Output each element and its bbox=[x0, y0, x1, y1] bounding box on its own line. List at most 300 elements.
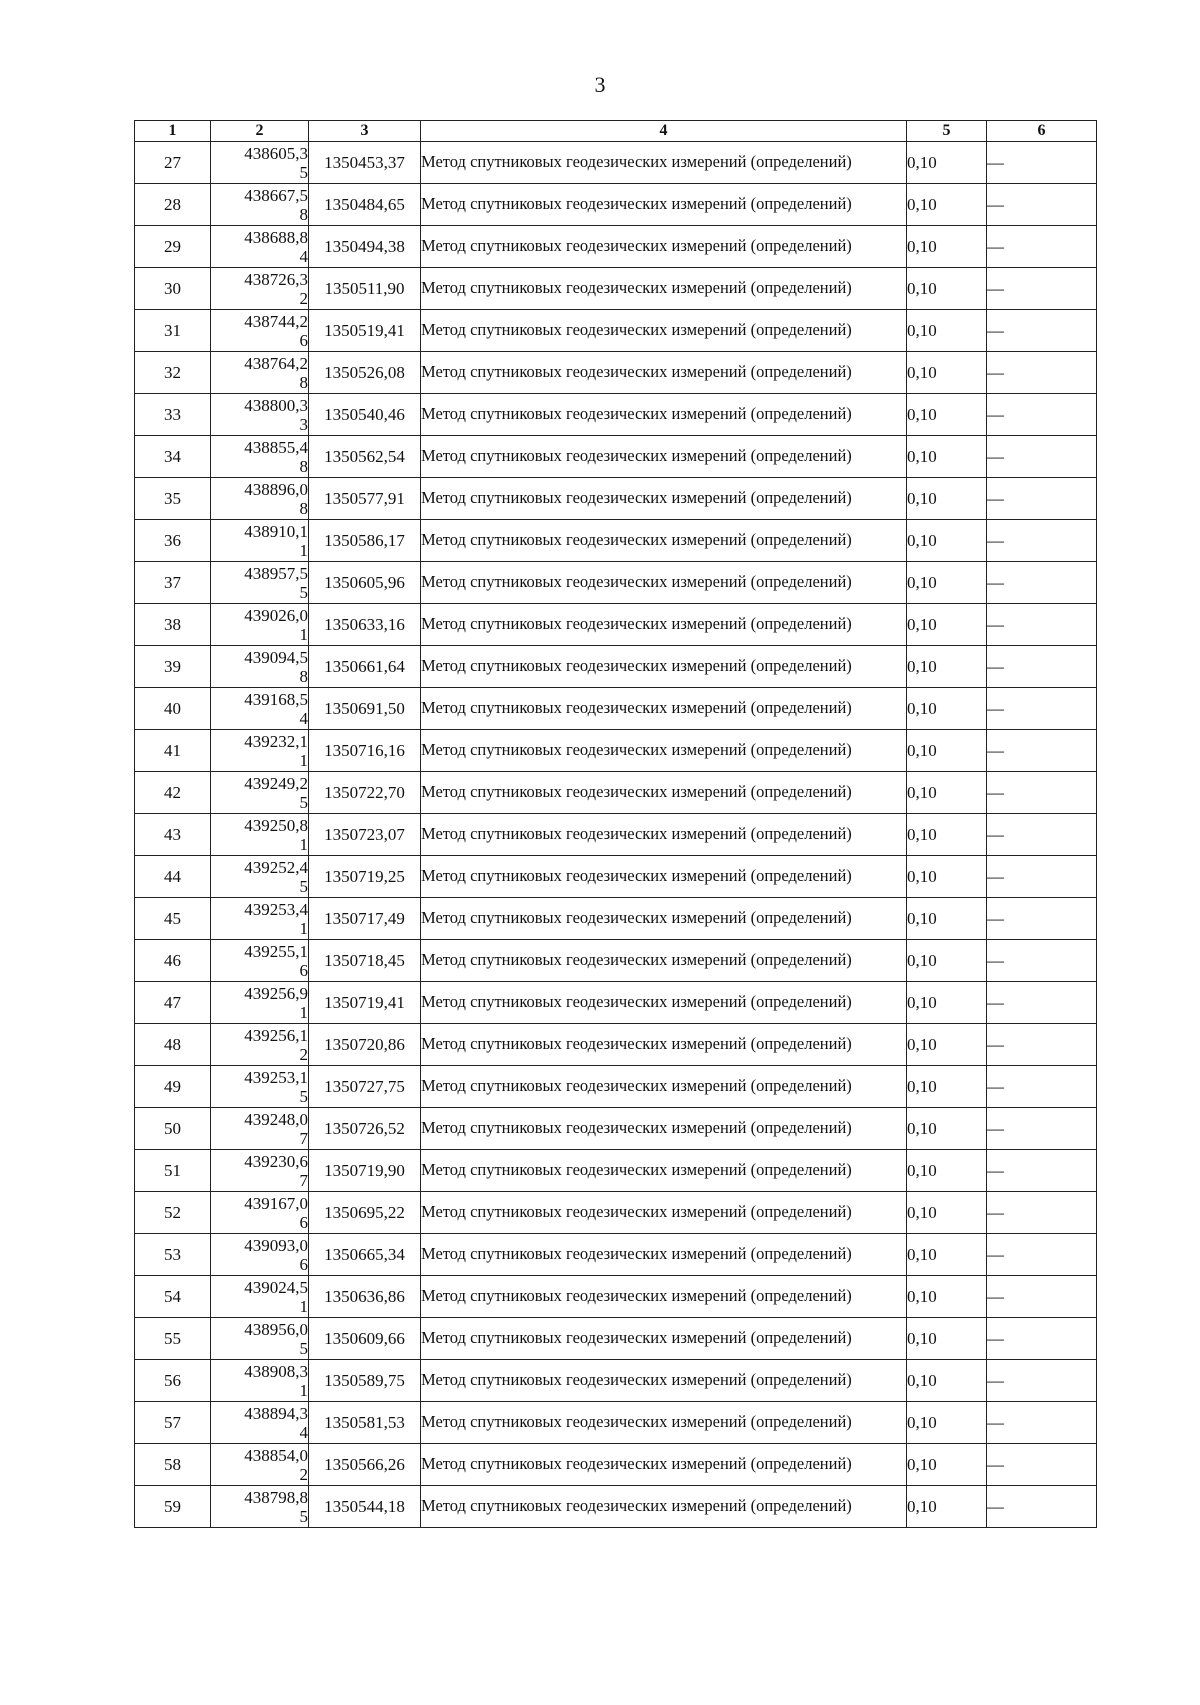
coord-y: 1350519,41 bbox=[309, 310, 421, 352]
coord-x bbox=[211, 142, 309, 184]
accuracy-value: 0,10 bbox=[907, 814, 987, 856]
method-description: Метод спутниковых геодезических измерений (определений) bbox=[421, 646, 907, 688]
method-description: Метод спутниковых геодезических измерений (определений) bbox=[421, 814, 907, 856]
note-dash: — bbox=[987, 1150, 1097, 1192]
coord-x bbox=[211, 688, 309, 730]
coord-x-main: 439093,0 bbox=[244, 1235, 308, 1255]
note-dash: — bbox=[987, 142, 1097, 184]
accuracy-value: 0,10 bbox=[907, 982, 987, 1024]
table-row bbox=[135, 898, 1097, 940]
coord-y: 1350723,07 bbox=[309, 814, 421, 856]
coord-y: 1350727,75 bbox=[309, 1066, 421, 1108]
coord-x-main: 439094,5 bbox=[244, 647, 308, 667]
point-number: 30 bbox=[135, 268, 211, 310]
note-dash: — bbox=[987, 394, 1097, 436]
coord-x bbox=[211, 1150, 309, 1192]
point-number: 53 bbox=[135, 1234, 211, 1276]
method-description: Метод спутниковых геодезических измерений (определений) bbox=[421, 1318, 907, 1360]
method-description: Метод спутниковых геодезических измерений (определений) bbox=[421, 1360, 907, 1402]
note-dash: — bbox=[987, 436, 1097, 478]
method-description: Метод спутниковых геодезических измерений (определений) bbox=[421, 1024, 907, 1066]
method-description: Метод спутниковых геодезических измерений (определений) bbox=[421, 562, 907, 604]
coord-x bbox=[211, 982, 309, 1024]
point-number: 31 bbox=[135, 310, 211, 352]
table-row bbox=[135, 478, 1097, 520]
coord-y: 1350511,90 bbox=[309, 268, 421, 310]
coord-y: 1350695,22 bbox=[309, 1192, 421, 1234]
method-description: Метод спутниковых геодезических измерений (определений) bbox=[421, 352, 907, 394]
coord-x-main: 439024,5 bbox=[244, 1277, 308, 1297]
coord-y: 1350633,16 bbox=[309, 604, 421, 646]
table-row bbox=[135, 142, 1097, 184]
coord-y: 1350453,37 bbox=[309, 142, 421, 184]
accuracy-value: 0,10 bbox=[907, 1318, 987, 1360]
coord-x-main: 439253,1 bbox=[244, 1067, 308, 1087]
coord-x bbox=[211, 1318, 309, 1360]
point-number: 45 bbox=[135, 898, 211, 940]
note-dash: — bbox=[987, 310, 1097, 352]
coord-x-main: 438798,8 bbox=[244, 1487, 308, 1507]
method-description: Метод спутниковых геодезических измерений (определений) bbox=[421, 142, 907, 184]
coord-x-main: 438667,5 bbox=[244, 185, 308, 205]
coord-x-main: 438854,0 bbox=[244, 1445, 308, 1465]
coord-x-tail: 6 bbox=[299, 330, 308, 350]
table-row bbox=[135, 226, 1097, 268]
coordinates-table bbox=[134, 120, 1097, 1528]
coord-x-tail: 2 bbox=[299, 1044, 308, 1064]
coord-x bbox=[211, 478, 309, 520]
header-col-6: 6 bbox=[987, 121, 1097, 142]
table-row bbox=[135, 562, 1097, 604]
method-description: Метод спутниковых геодезических измерений (определений) bbox=[421, 478, 907, 520]
note-dash: — bbox=[987, 730, 1097, 772]
coord-x-tail: 6 bbox=[299, 960, 308, 980]
coord-x bbox=[211, 562, 309, 604]
coord-x-main: 439250,8 bbox=[244, 815, 308, 835]
method-description: Метод спутниковых геодезических измерений (определений) bbox=[421, 1486, 907, 1528]
coord-y: 1350526,08 bbox=[309, 352, 421, 394]
note-dash: — bbox=[987, 226, 1097, 268]
table-row bbox=[135, 856, 1097, 898]
table-row bbox=[135, 688, 1097, 730]
coord-x-main: 439230,6 bbox=[244, 1151, 308, 1171]
accuracy-value: 0,10 bbox=[907, 1360, 987, 1402]
coord-x-main: 438855,4 bbox=[244, 437, 308, 457]
accuracy-value: 0,10 bbox=[907, 478, 987, 520]
coord-x-main: 438744,2 bbox=[244, 311, 308, 331]
point-number: 46 bbox=[135, 940, 211, 982]
point-number: 29 bbox=[135, 226, 211, 268]
accuracy-value: 0,10 bbox=[907, 562, 987, 604]
point-number: 42 bbox=[135, 772, 211, 814]
note-dash: — bbox=[987, 688, 1097, 730]
method-description: Метод спутниковых геодезических измерений (определений) bbox=[421, 520, 907, 562]
note-dash: — bbox=[987, 604, 1097, 646]
method-description: Метод спутниковых геодезических измерений (определений) bbox=[421, 1192, 907, 1234]
coord-x bbox=[211, 604, 309, 646]
table-row bbox=[135, 1108, 1097, 1150]
coord-x-tail: 5 bbox=[299, 1338, 308, 1358]
coord-x-main: 438908,3 bbox=[244, 1361, 308, 1381]
coord-y: 1350494,38 bbox=[309, 226, 421, 268]
coord-y: 1350544,18 bbox=[309, 1486, 421, 1528]
table-row bbox=[135, 604, 1097, 646]
accuracy-value: 0,10 bbox=[907, 1150, 987, 1192]
table-row bbox=[135, 1486, 1097, 1528]
coord-x bbox=[211, 352, 309, 394]
note-dash: — bbox=[987, 982, 1097, 1024]
accuracy-value: 0,10 bbox=[907, 226, 987, 268]
coord-x-tail: 4 bbox=[299, 1422, 308, 1442]
coord-x-main: 438688,8 bbox=[244, 227, 308, 247]
coord-x-main: 438957,5 bbox=[244, 563, 308, 583]
coord-x-main: 438894,3 bbox=[244, 1403, 308, 1423]
method-description: Метод спутниковых геодезических измерений (определений) bbox=[421, 898, 907, 940]
note-dash: — bbox=[987, 1066, 1097, 1108]
table-row bbox=[135, 814, 1097, 856]
accuracy-value: 0,10 bbox=[907, 142, 987, 184]
coord-x-tail: 6 bbox=[299, 1254, 308, 1274]
coord-y: 1350691,50 bbox=[309, 688, 421, 730]
table-row bbox=[135, 352, 1097, 394]
coord-x bbox=[211, 772, 309, 814]
method-description: Метод спутниковых геодезических измерений (определений) bbox=[421, 184, 907, 226]
table-row bbox=[135, 982, 1097, 1024]
note-dash: — bbox=[987, 1234, 1097, 1276]
coord-x bbox=[211, 394, 309, 436]
point-number: 55 bbox=[135, 1318, 211, 1360]
method-description: Метод спутниковых геодезических измерений (определений) bbox=[421, 394, 907, 436]
accuracy-value: 0,10 bbox=[907, 730, 987, 772]
accuracy-value: 0,10 bbox=[907, 1108, 987, 1150]
coord-y: 1350716,16 bbox=[309, 730, 421, 772]
note-dash: — bbox=[987, 856, 1097, 898]
coord-x-main: 438956,0 bbox=[244, 1319, 308, 1339]
note-dash: — bbox=[987, 520, 1097, 562]
coord-x-main: 439249,2 bbox=[244, 773, 308, 793]
page-number: 3 bbox=[594, 72, 606, 97]
method-description: Метод спутниковых геодезических измерений (определений) bbox=[421, 310, 907, 352]
coord-x-tail: 1 bbox=[299, 1296, 308, 1316]
coord-x-tail: 6 bbox=[299, 1212, 308, 1232]
accuracy-value: 0,10 bbox=[907, 604, 987, 646]
coord-x-main: 439026,0 bbox=[244, 605, 308, 625]
coord-x bbox=[211, 646, 309, 688]
method-description: Метод спутниковых геодезических измерений (определений) bbox=[421, 940, 907, 982]
accuracy-value: 0,10 bbox=[907, 268, 987, 310]
coord-x-tail: 8 bbox=[299, 456, 308, 476]
note-dash: — bbox=[987, 1024, 1097, 1066]
coord-x-main: 439248,0 bbox=[244, 1109, 308, 1129]
method-description: Метод спутниковых геодезических измерений (определений) bbox=[421, 1234, 907, 1276]
note-dash: — bbox=[987, 268, 1097, 310]
table-row bbox=[135, 1444, 1097, 1486]
coord-y: 1350540,46 bbox=[309, 394, 421, 436]
coord-y: 1350718,45 bbox=[309, 940, 421, 982]
table-row bbox=[135, 772, 1097, 814]
accuracy-value: 0,10 bbox=[907, 1192, 987, 1234]
point-number: 36 bbox=[135, 520, 211, 562]
coord-x bbox=[211, 184, 309, 226]
accuracy-value: 0,10 bbox=[907, 856, 987, 898]
point-number: 48 bbox=[135, 1024, 211, 1066]
table-row bbox=[135, 940, 1097, 982]
coord-y: 1350726,52 bbox=[309, 1108, 421, 1150]
note-dash: — bbox=[987, 1276, 1097, 1318]
coord-x-tail: 7 bbox=[299, 1128, 308, 1148]
note-dash: — bbox=[987, 1318, 1097, 1360]
note-dash: — bbox=[987, 562, 1097, 604]
coord-y: 1350717,49 bbox=[309, 898, 421, 940]
note-dash: — bbox=[987, 1402, 1097, 1444]
coord-x bbox=[211, 1066, 309, 1108]
accuracy-value: 0,10 bbox=[907, 1486, 987, 1528]
accuracy-value: 0,10 bbox=[907, 436, 987, 478]
coord-x-tail: 5 bbox=[299, 876, 308, 896]
coord-x-main: 439167,0 bbox=[244, 1193, 308, 1213]
point-number: 49 bbox=[135, 1066, 211, 1108]
coord-x-tail: 1 bbox=[299, 918, 308, 938]
coord-x-tail: 1 bbox=[299, 834, 308, 854]
coord-x-tail: 1 bbox=[299, 750, 308, 770]
table-row bbox=[135, 1192, 1097, 1234]
coord-x-tail: 8 bbox=[299, 498, 308, 518]
table-row bbox=[135, 1318, 1097, 1360]
point-number: 39 bbox=[135, 646, 211, 688]
coord-y: 1350636,86 bbox=[309, 1276, 421, 1318]
point-number: 47 bbox=[135, 982, 211, 1024]
point-number: 43 bbox=[135, 814, 211, 856]
coord-x-main: 438910,1 bbox=[244, 521, 308, 541]
point-number: 59 bbox=[135, 1486, 211, 1528]
coord-y: 1350577,91 bbox=[309, 478, 421, 520]
table-row bbox=[135, 184, 1097, 226]
header-col-5: 5 bbox=[907, 121, 987, 142]
point-number: 40 bbox=[135, 688, 211, 730]
coord-x bbox=[211, 268, 309, 310]
point-number: 50 bbox=[135, 1108, 211, 1150]
coord-x-main: 438800,3 bbox=[244, 395, 308, 415]
coord-y: 1350562,54 bbox=[309, 436, 421, 478]
point-number: 52 bbox=[135, 1192, 211, 1234]
method-description: Метод спутниковых геодезических измерений (определений) bbox=[421, 226, 907, 268]
coord-x-tail: 2 bbox=[299, 1464, 308, 1484]
accuracy-value: 0,10 bbox=[907, 352, 987, 394]
table-row bbox=[135, 1150, 1097, 1192]
coord-x-main: 439252,4 bbox=[244, 857, 308, 877]
method-description: Метод спутниковых геодезических измерений (определений) bbox=[421, 1150, 907, 1192]
coord-x-tail: 5 bbox=[299, 792, 308, 812]
point-number: 57 bbox=[135, 1402, 211, 1444]
coord-x bbox=[211, 520, 309, 562]
note-dash: — bbox=[987, 1444, 1097, 1486]
method-description: Метод спутниковых геодезических измерений (определений) bbox=[421, 268, 907, 310]
accuracy-value: 0,10 bbox=[907, 1444, 987, 1486]
coord-x bbox=[211, 730, 309, 772]
coord-x bbox=[211, 856, 309, 898]
accuracy-value: 0,10 bbox=[907, 1402, 987, 1444]
coord-x-tail: 1 bbox=[299, 1002, 308, 1022]
coord-x-tail: 5 bbox=[299, 582, 308, 602]
coord-x bbox=[211, 1234, 309, 1276]
coord-x bbox=[211, 1486, 309, 1528]
point-number: 33 bbox=[135, 394, 211, 436]
method-description: Метод спутниковых геодезических измерений (определений) bbox=[421, 730, 907, 772]
method-description: Метод спутниковых геодезических измерений (определений) bbox=[421, 856, 907, 898]
coord-x bbox=[211, 814, 309, 856]
method-description: Метод спутниковых геодезических измерений (определений) bbox=[421, 1444, 907, 1486]
accuracy-value: 0,10 bbox=[907, 1276, 987, 1318]
accuracy-value: 0,10 bbox=[907, 1234, 987, 1276]
header-col-4: 4 bbox=[421, 121, 907, 142]
note-dash: — bbox=[987, 940, 1097, 982]
coord-x-main: 439256,1 bbox=[244, 1025, 308, 1045]
point-number: 37 bbox=[135, 562, 211, 604]
accuracy-value: 0,10 bbox=[907, 688, 987, 730]
coord-x bbox=[211, 226, 309, 268]
point-number: 28 bbox=[135, 184, 211, 226]
coord-y: 1350722,70 bbox=[309, 772, 421, 814]
coord-x-tail: 2 bbox=[299, 288, 308, 308]
coord-x-tail: 3 bbox=[299, 414, 308, 434]
table-row bbox=[135, 1024, 1097, 1066]
coord-y: 1350719,25 bbox=[309, 856, 421, 898]
coord-y: 1350719,90 bbox=[309, 1150, 421, 1192]
table-header-row bbox=[135, 121, 1097, 142]
coord-x bbox=[211, 310, 309, 352]
accuracy-value: 0,10 bbox=[907, 898, 987, 940]
point-number: 35 bbox=[135, 478, 211, 520]
method-description: Метод спутниковых геодезических измерений (определений) bbox=[421, 604, 907, 646]
point-number: 41 bbox=[135, 730, 211, 772]
note-dash: — bbox=[987, 1486, 1097, 1528]
header-col-3: 3 bbox=[309, 121, 421, 142]
note-dash: — bbox=[987, 1192, 1097, 1234]
table-row bbox=[135, 1066, 1097, 1108]
accuracy-value: 0,10 bbox=[907, 1024, 987, 1066]
coord-x bbox=[211, 1108, 309, 1150]
coord-x-tail: 8 bbox=[299, 666, 308, 686]
coord-x-main: 439253,4 bbox=[244, 899, 308, 919]
accuracy-value: 0,10 bbox=[907, 772, 987, 814]
coord-x bbox=[211, 1024, 309, 1066]
coord-y: 1350719,41 bbox=[309, 982, 421, 1024]
point-number: 38 bbox=[135, 604, 211, 646]
table-row bbox=[135, 1360, 1097, 1402]
table-row bbox=[135, 730, 1097, 772]
coord-x-main: 438764,2 bbox=[244, 353, 308, 373]
coord-y: 1350605,96 bbox=[309, 562, 421, 604]
coord-x-main: 439255,1 bbox=[244, 941, 308, 961]
coord-x bbox=[211, 1402, 309, 1444]
point-number: 44 bbox=[135, 856, 211, 898]
table-row bbox=[135, 310, 1097, 352]
coord-x-main: 438896,0 bbox=[244, 479, 308, 499]
coord-x bbox=[211, 1192, 309, 1234]
point-number: 32 bbox=[135, 352, 211, 394]
coord-x bbox=[211, 1360, 309, 1402]
method-description: Метод спутниковых геодезических измерений (определений) bbox=[421, 1276, 907, 1318]
coord-x-tail: 1 bbox=[299, 624, 308, 644]
note-dash: — bbox=[987, 646, 1097, 688]
coord-x bbox=[211, 1444, 309, 1486]
coord-x-tail: 4 bbox=[299, 246, 308, 266]
table-row bbox=[135, 646, 1097, 688]
method-description: Метод спутниковых геодезических измерений (определений) bbox=[421, 982, 907, 1024]
method-description: Метод спутниковых геодезических измерений (определений) bbox=[421, 772, 907, 814]
point-number: 27 bbox=[135, 142, 211, 184]
coord-x-main: 438605,3 bbox=[244, 143, 308, 163]
note-dash: — bbox=[987, 352, 1097, 394]
note-dash: — bbox=[987, 1108, 1097, 1150]
table-row bbox=[135, 1276, 1097, 1318]
coord-y: 1350589,75 bbox=[309, 1360, 421, 1402]
note-dash: — bbox=[987, 478, 1097, 520]
coord-x bbox=[211, 436, 309, 478]
table-row bbox=[135, 520, 1097, 562]
note-dash: — bbox=[987, 814, 1097, 856]
note-dash: — bbox=[987, 898, 1097, 940]
accuracy-value: 0,10 bbox=[907, 394, 987, 436]
point-number: 54 bbox=[135, 1276, 211, 1318]
accuracy-value: 0,10 bbox=[907, 940, 987, 982]
header-col-2: 2 bbox=[211, 121, 309, 142]
table-row bbox=[135, 394, 1097, 436]
accuracy-value: 0,10 bbox=[907, 646, 987, 688]
coord-x bbox=[211, 1276, 309, 1318]
point-number: 56 bbox=[135, 1360, 211, 1402]
coord-x-tail: 5 bbox=[299, 1086, 308, 1106]
coord-x-main: 439232,1 bbox=[244, 731, 308, 751]
coord-y: 1350566,26 bbox=[309, 1444, 421, 1486]
accuracy-value: 0,10 bbox=[907, 520, 987, 562]
coord-y: 1350581,53 bbox=[309, 1402, 421, 1444]
accuracy-value: 0,10 bbox=[907, 184, 987, 226]
coord-x-tail: 7 bbox=[299, 1170, 308, 1190]
point-number: 51 bbox=[135, 1150, 211, 1192]
coord-y: 1350661,64 bbox=[309, 646, 421, 688]
table-row bbox=[135, 1402, 1097, 1444]
method-description: Метод спутниковых геодезических измерений (определений) bbox=[421, 1066, 907, 1108]
method-description: Метод спутниковых геодезических измерений (определений) bbox=[421, 1402, 907, 1444]
table-row bbox=[135, 436, 1097, 478]
coord-x-main: 439256,9 bbox=[244, 983, 308, 1003]
coord-y: 1350665,34 bbox=[309, 1234, 421, 1276]
table-row bbox=[135, 1234, 1097, 1276]
method-description: Метод спутниковых геодезических измерений (определений) bbox=[421, 688, 907, 730]
accuracy-value: 0,10 bbox=[907, 310, 987, 352]
note-dash: — bbox=[987, 772, 1097, 814]
coord-x-tail: 4 bbox=[299, 708, 308, 728]
header-col-1: 1 bbox=[135, 121, 211, 142]
point-number: 34 bbox=[135, 436, 211, 478]
note-dash: — bbox=[987, 184, 1097, 226]
coord-y: 1350586,17 bbox=[309, 520, 421, 562]
point-number: 58 bbox=[135, 1444, 211, 1486]
coord-x-main: 439168,5 bbox=[244, 689, 308, 709]
coord-x bbox=[211, 898, 309, 940]
coord-x-tail: 8 bbox=[299, 204, 308, 224]
coord-x-tail: 1 bbox=[299, 540, 308, 560]
accuracy-value: 0,10 bbox=[907, 1066, 987, 1108]
coord-x-tail: 5 bbox=[299, 1506, 308, 1526]
table-row bbox=[135, 268, 1097, 310]
note-dash: — bbox=[987, 1360, 1097, 1402]
method-description: Метод спутниковых геодезических измерений (определений) bbox=[421, 1108, 907, 1150]
table-body bbox=[135, 142, 1097, 1528]
coord-x-tail: 1 bbox=[299, 1380, 308, 1400]
coord-x-main: 438726,3 bbox=[244, 269, 308, 289]
